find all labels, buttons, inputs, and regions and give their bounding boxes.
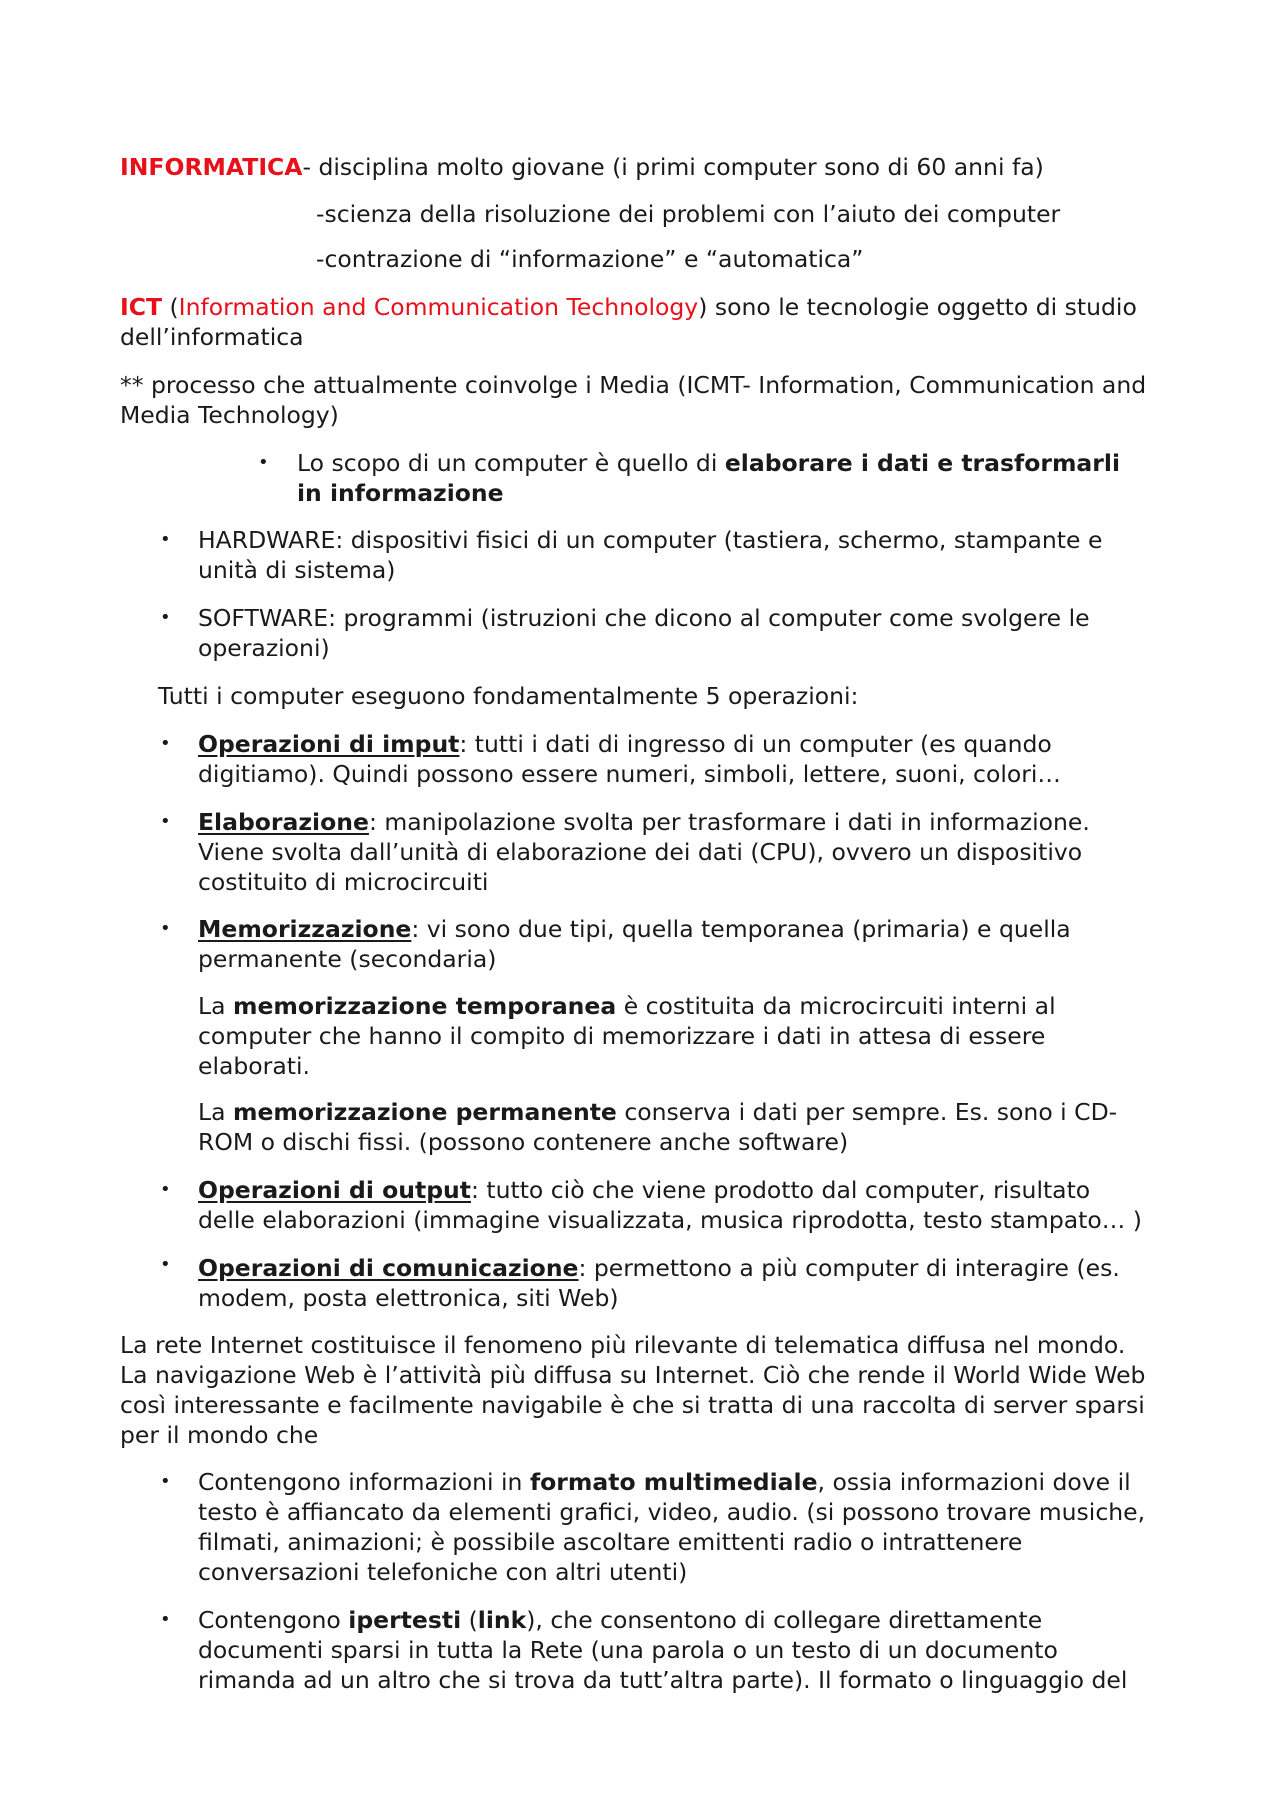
mem-permanente-pre: La <box>198 1098 233 1126</box>
bullet-hypertext: • <box>160 1609 171 1630</box>
hypertext-line-2: documenti sparsi in tutta la Rete (una parola o un testo di un documento <box>198 1636 1058 1664</box>
elaborazione-line-3: costituito di microcircuiti <box>198 868 489 896</box>
output-line-1 <box>198 1175 1090 1205</box>
hypertext-line-3: rimanda ad un altro che si trova da tutt’altra parte). Il formato o linguaggio del <box>198 1666 1128 1694</box>
purpose-line-1 <box>297 448 1120 478</box>
multimedia-bold: formato multimediale <box>529 1468 818 1496</box>
ict-expansion: Information and Communication Technology <box>178 293 699 321</box>
elaborazione-term: Elaborazione <box>198 808 369 836</box>
ict-line-2: dell’informatica <box>120 323 304 351</box>
bullet-input: • <box>160 733 171 754</box>
hypertext-bold-2: link <box>477 1606 527 1634</box>
output-term: Operazioni di output <box>198 1176 471 1204</box>
mem-permanente-line-1 <box>198 1097 1117 1127</box>
mem-temporanea-bold: memorizzazione temporanea <box>232 992 617 1020</box>
memorizzazione-line-2: permanente (secondaria) <box>198 945 497 973</box>
informatica-line <box>120 152 1044 182</box>
hypertext-pre: Contengono <box>198 1606 349 1634</box>
multimedia-pre: Contengono informazioni in <box>198 1468 530 1496</box>
input-term: Operazioni di imput <box>198 730 460 758</box>
elaborazione-line-2: Viene svolta dall’unità di elaborazione dei dati (CPU), ovvero un dispositivo <box>198 838 1083 866</box>
informatica-text: - disciplina molto giovane (i primi computer sono di 60 anni fa) <box>302 153 1044 181</box>
comunicazione-line-2: modem, posta elettronica, siti Web) <box>198 1284 619 1312</box>
elaborazione-text-1: : manipolazione svolta per trasformare i dati in informazione. <box>368 808 1090 836</box>
mem-permanente-bold: memorizzazione permanente <box>232 1098 617 1126</box>
mem-permanente-text-1: conserva i dati per sempre. Es. sono i CD- <box>616 1098 1118 1126</box>
memorizzazione-text-1: : vi sono due tipi, quella temporanea (primaria) e quella <box>411 915 1071 943</box>
informatica-line-2: -scienza della risoluzione dei problemi con l’aiuto dei computer <box>316 200 1061 228</box>
hardware-line-1: HARDWARE: dispositivi fisici di un computer (tastiera, schermo, stampante e <box>198 526 1103 554</box>
internet-line-4: per il mondo che <box>120 1421 319 1449</box>
hardware-line-2: unità di sistema) <box>198 556 396 584</box>
ict-rest: ) sono le tecnologie oggetto di studio <box>698 293 1137 321</box>
bullet-output: • <box>160 1179 171 1200</box>
mem-temporanea-pre: La <box>198 992 233 1020</box>
memorizzazione-term: Memorizzazione <box>198 915 412 943</box>
comunicazione-term: Operazioni di comunicazione <box>198 1254 579 1282</box>
ict-label: ICT <box>120 293 163 321</box>
hypertext-rest: ), che consentono di collegare direttamente <box>526 1606 1043 1634</box>
icmt-line-1: ** processo che attualmente coinvolge i Media (ICMT- Information, Communication and <box>120 371 1147 399</box>
purpose-pre: Lo scopo di un computer è quello di <box>297 449 725 477</box>
input-text-1: : tutti i dati di ingresso di un computer (es quando <box>459 730 1052 758</box>
elaborazione-line-1 <box>198 807 1090 837</box>
purpose-bold-1: elaborare i dati e trasformarli <box>724 449 1120 477</box>
ict-open-paren: ( <box>162 293 179 321</box>
bullet-memorizzazione: • <box>160 918 171 939</box>
mem-temporanea-line-1 <box>198 991 1056 1021</box>
bullet-multimedia: • <box>160 1471 171 1492</box>
software-line-1: SOFTWARE: programmi (istruzioni che dicono al computer come svolgere le <box>198 604 1090 632</box>
multimedia-rest: , ossia informazioni dove il <box>817 1468 1131 1496</box>
purpose-line-2: in informazione <box>297 479 504 507</box>
output-text-1: : tutto ciò che viene prodotto dal computer, risultato <box>470 1176 1091 1204</box>
informatica-label: INFORMATICA <box>120 153 303 181</box>
five-ops-intro: Tutti i computer eseguono fondamentalmente 5 operazioni: <box>158 682 859 710</box>
bullet-software: • <box>160 607 171 628</box>
mem-temporanea-text-1: è costituita da microcircuiti interni al <box>616 992 1056 1020</box>
multimedia-line-3: filmati, animazioni; è possibile ascoltare emittenti radio o intrattenere <box>198 1528 1023 1556</box>
bullet-hardware: • <box>160 529 171 550</box>
mem-temporanea-line-3: elaborati. <box>198 1052 310 1080</box>
hypertext-line-1 <box>198 1605 1042 1635</box>
comunicazione-line-1 <box>198 1253 1120 1283</box>
multimedia-line-1 <box>198 1467 1131 1497</box>
comunicazione-text-1: : permettono a più computer di interagire (es. <box>578 1254 1120 1282</box>
software-line-2: operazioni) <box>198 634 330 662</box>
multimedia-line-2: testo è affiancato da elementi grafici, video, audio. (si possono trovare musiche, <box>198 1498 1146 1526</box>
informatica-line-3: -contrazione di “informazione” e “automatica” <box>316 245 864 273</box>
bullet-elaborazione: • <box>160 811 171 832</box>
output-line-2: delle elaborazioni (immagine visualizzata, musica riprodotta, testo stampato… ) <box>198 1206 1142 1234</box>
bullet-comunicazione: • <box>160 1254 171 1275</box>
internet-line-2: La navigazione Web è l’attività più diffusa su Internet. Ciò che rende il World Wide Web <box>120 1361 1146 1389</box>
hypertext-mid: ( <box>461 1606 478 1634</box>
icmt-line-2: Media Technology) <box>120 401 339 429</box>
memorizzazione-line-1 <box>198 914 1071 944</box>
multimedia-line-4: conversazioni telefoniche con altri utenti) <box>198 1558 688 1586</box>
bullet-purpose: • <box>258 452 269 473</box>
input-line-2: digitiamo). Quindi possono essere numeri, simboli, lettere, suoni, colori… <box>198 760 1061 788</box>
mem-temporanea-line-2: computer che hanno il compito di memorizzare i dati in attesa di essere <box>198 1022 1046 1050</box>
internet-line-3: così interessante e facilmente navigabile è che si tratta di una raccolta di server sparsi <box>120 1391 1145 1419</box>
internet-line-1: La rete Internet costituisce il fenomeno più rilevante di telematica diffusa nel mondo. <box>120 1331 1126 1359</box>
ict-line-1 <box>120 292 1137 322</box>
mem-permanente-line-2: ROM o dischi fissi. (possono contenere anche software) <box>198 1128 849 1156</box>
hypertext-bold-1: ipertesti <box>348 1606 462 1634</box>
input-line-1 <box>198 729 1052 759</box>
